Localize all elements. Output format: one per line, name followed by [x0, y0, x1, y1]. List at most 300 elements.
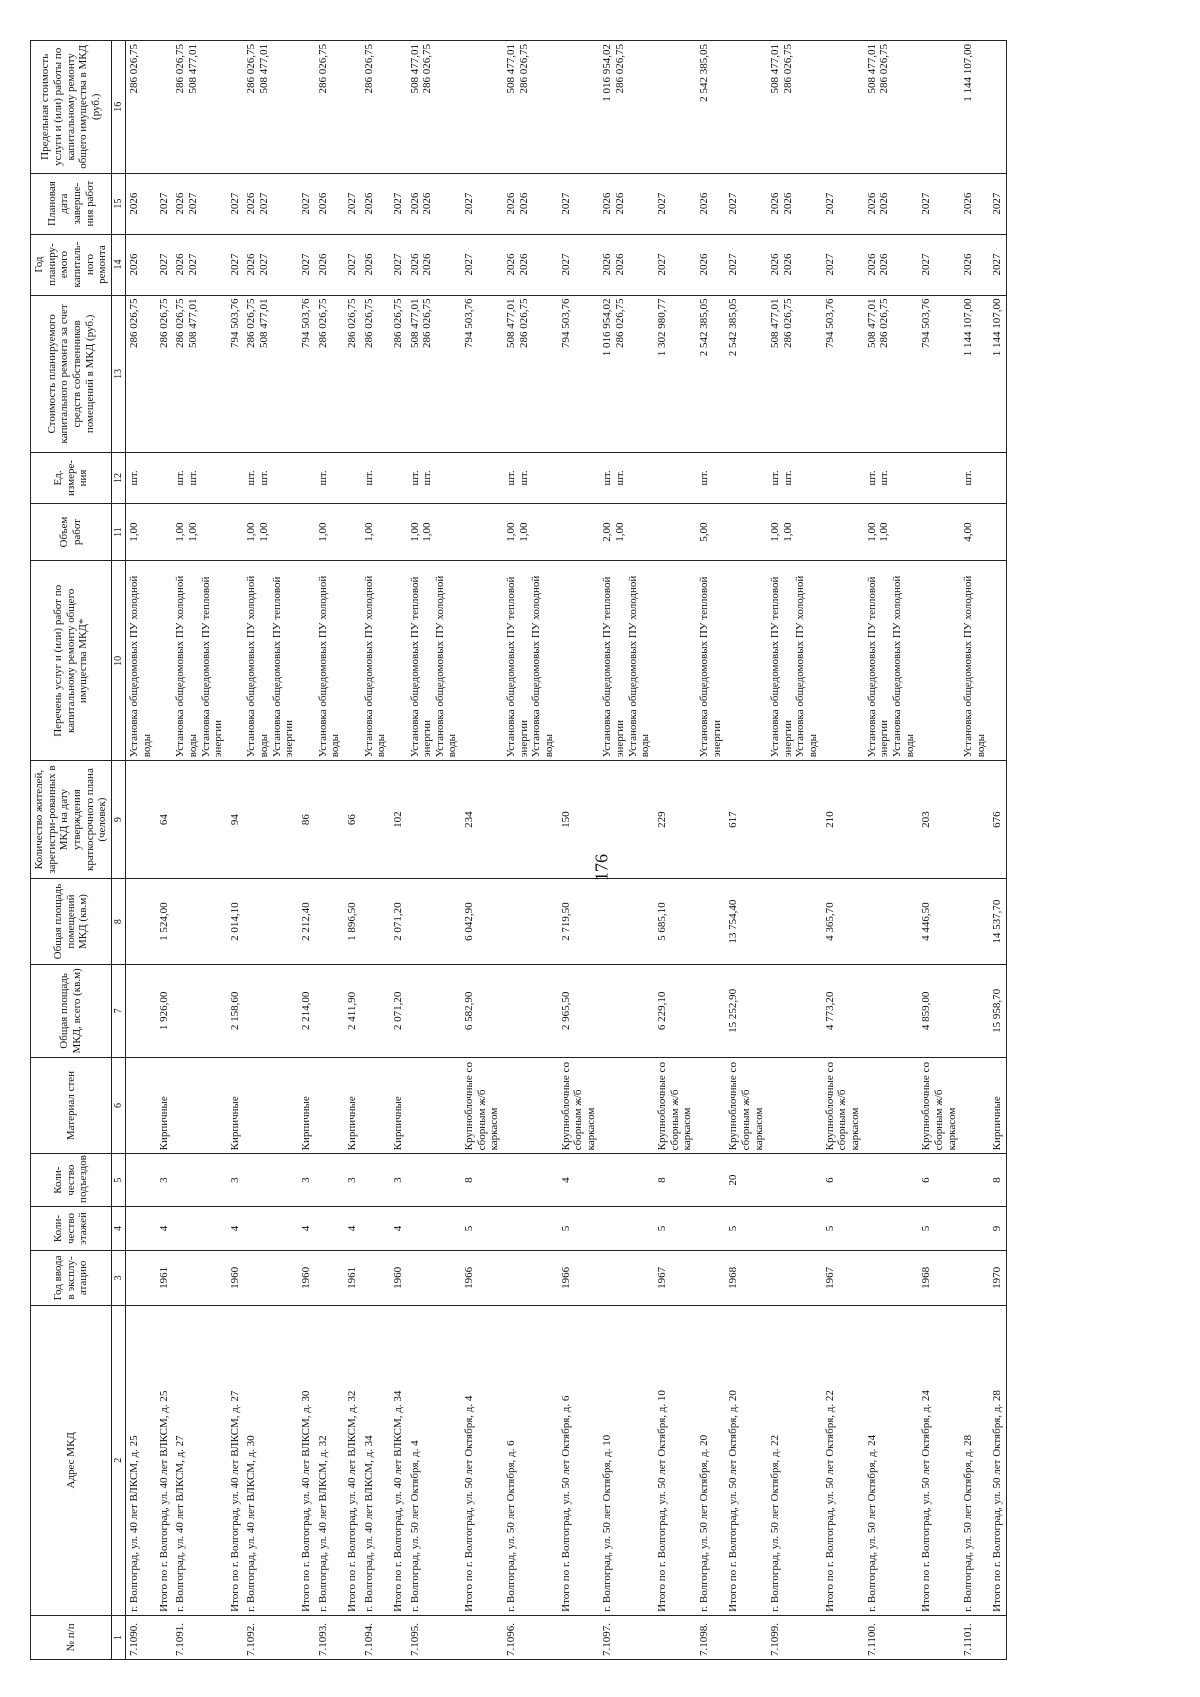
cell-max-cost-line: 1 016 954,02: [601, 44, 614, 102]
cell-entrances: [599, 1154, 654, 1207]
cell-plan-year-line: 2027: [300, 253, 313, 276]
cell-end-date: [243, 173, 298, 234]
cell-plan-year: [864, 234, 919, 295]
cell-number: 7.1099.: [767, 1615, 822, 1659]
cell-cost: [407, 295, 462, 453]
cell-area-total: 1 926,00: [156, 965, 173, 1058]
cell-cost: [361, 295, 390, 453]
cell-end-date: [461, 173, 503, 234]
cell-cost: [599, 295, 654, 453]
cell-residents: 66: [344, 761, 361, 879]
cell-volume-line: 1,00: [421, 522, 434, 542]
cell-max-cost-line: 286 026,75: [421, 44, 434, 94]
cell-works: [696, 561, 725, 761]
cell-plan-year: [599, 234, 654, 295]
cell-max-cost: [503, 41, 558, 174]
cell-max-cost: [461, 41, 503, 174]
cell-unit-line: шт.: [614, 470, 627, 486]
cell-cost: [558, 295, 600, 453]
cell-area-rooms: 4 446,50: [918, 878, 960, 964]
cell-end-date-line: 2027: [345, 192, 358, 215]
cell-end-date-line: 2026: [505, 192, 517, 215]
cell-year: [503, 1251, 558, 1306]
cell-cost: [461, 295, 503, 453]
cell-end-date: [725, 173, 767, 234]
table-row: [407, 41, 462, 1660]
table-row: [599, 41, 654, 1660]
cell-wall-material: [864, 1057, 919, 1154]
cell-cost-line: 508 477,01: [505, 298, 517, 349]
cell-works-line: Установка общедомовых ПУ тепловой энергии: [505, 576, 530, 758]
cell-volume: [918, 503, 960, 561]
cell-year: 1960: [227, 1251, 244, 1306]
cell-end-date-line: 2026: [245, 192, 258, 215]
cell-wall-material: [407, 1057, 462, 1154]
col-header: Год ввода в эксплу-атацию: [31, 1251, 112, 1306]
cell-residents: [696, 761, 725, 879]
cell-year: 1967: [822, 1251, 864, 1306]
cell-number: 7.1097.: [599, 1615, 654, 1659]
cell-unit: [344, 453, 361, 503]
cell-volume-line: 1,00: [186, 522, 199, 542]
cell-area-rooms: [864, 878, 919, 964]
cell-unit-line: шт.: [505, 470, 517, 486]
cell-address: Итого по г. Волгоград, ул. 40 лет ВЛКСМ, д. 34: [390, 1305, 407, 1615]
cell-residents: [243, 761, 298, 879]
cell-max-cost-line: 508 477,01: [505, 44, 517, 94]
cell-volume: [503, 503, 558, 561]
cell-works: [822, 561, 864, 761]
cell-end-date: [172, 173, 227, 234]
cell-unit: [558, 453, 600, 503]
cell-entrances: 8: [989, 1154, 1006, 1207]
cell-entrances: [696, 1154, 725, 1207]
cell-works-line: Установка общедомовых ПУ холодной воды: [128, 575, 153, 758]
cell-address: Итого по г. Волгоград, ул. 40 лет ВЛКСМ, д. 30: [298, 1305, 315, 1615]
cell-cost: [822, 295, 864, 453]
cell-year: [172, 1251, 227, 1306]
cell-wall-material: [599, 1057, 654, 1154]
cell-max-cost-line: 286 026,75: [614, 44, 627, 94]
cell-unit-line: шт.: [316, 470, 329, 486]
cell-volume-line: 1,00: [769, 522, 782, 542]
cell-end-date: [315, 173, 344, 234]
cell-plan-year: [558, 234, 600, 295]
cell-residents: 210: [822, 761, 864, 879]
cell-residents: 94: [227, 761, 244, 879]
cell-end-date: [298, 173, 315, 234]
cell-residents: 676: [989, 761, 1006, 879]
cell-end-date: [126, 173, 156, 234]
cell-cost-line: 286 026,75: [878, 298, 891, 349]
cell-cost: [298, 295, 315, 453]
cell-max-cost: [298, 41, 315, 174]
cell-max-cost: [989, 41, 1006, 174]
cell-cost-line: 286 026,75: [781, 298, 794, 349]
cell-floors: 4: [298, 1206, 315, 1250]
cell-end-date: [989, 173, 1006, 234]
cell-floors: 5: [654, 1206, 696, 1250]
cell-end-date-line: 2026: [174, 192, 187, 215]
cell-end-date: [767, 173, 822, 234]
cell-max-cost-line: 508 477,01: [408, 44, 421, 94]
cell-unit: [461, 453, 503, 503]
cell-volume-line: 4,00: [962, 522, 975, 542]
cell-cost: [918, 295, 960, 453]
cell-plan-year: [503, 234, 558, 295]
cell-plan-year-line: 2027: [991, 253, 1004, 276]
cell-residents: [503, 761, 558, 879]
cell-year: [361, 1251, 390, 1306]
cell-number: [156, 1615, 173, 1659]
cell-cost-line: 286 026,75: [316, 298, 329, 349]
cell-area-rooms: 6 042,90: [461, 878, 503, 964]
cell-works: [767, 561, 822, 761]
cell-floors: [172, 1206, 227, 1250]
cell-volume: [126, 503, 156, 561]
cell-entrances: 6: [918, 1154, 960, 1207]
cell-area-total: [172, 965, 227, 1058]
cell-cost-line: 286 026,75: [174, 298, 187, 349]
cell-area-rooms: [503, 878, 558, 964]
document-table-rotated: [30, 40, 1170, 1660]
cell-address: Итого по г. Волгоград, ул. 40 лет ВЛКСМ, д. 25: [156, 1305, 173, 1615]
cell-residents: 86: [298, 761, 315, 879]
cell-entrances: 4: [558, 1154, 600, 1207]
table-row-total: [558, 41, 600, 1660]
table-row-total: [156, 41, 173, 1660]
col-header: Перечень услуг и (или) работ по капитальному ремонту общего имущества МКД*: [31, 561, 112, 761]
cell-end-date-line: 2027: [559, 192, 572, 215]
cell-area-rooms: 2 014,10: [227, 878, 244, 964]
cell-plan-year-line: 2027: [823, 253, 836, 276]
cell-cost: [315, 295, 344, 453]
cell-unit-line: шт.: [769, 470, 782, 486]
col-header: Предельная стоимость услуги и (или) работы по капитальному ремонту общего имущества в МКД (руб.): [31, 41, 112, 174]
cell-unit: [864, 453, 919, 503]
cell-cost: [864, 295, 919, 453]
cell-unit-line: шт.: [962, 470, 975, 486]
cell-residents: [960, 761, 989, 879]
cell-max-cost: [822, 41, 864, 174]
cell-max-cost: [960, 41, 989, 174]
cell-cost-line: 508 477,01: [769, 298, 782, 349]
cell-max-cost: [126, 41, 156, 174]
cell-unit: [960, 453, 989, 503]
cell-year: [599, 1251, 654, 1306]
cell-plan-year: [960, 234, 989, 295]
cell-plan-year-line: 2026: [362, 253, 375, 276]
cell-volume-line: 1,00: [128, 522, 141, 542]
cell-wall-material: Крупноблочные со сборным ж/б каркасом: [461, 1057, 503, 1154]
cell-volume-line: 5,00: [697, 522, 710, 542]
cell-wall-material: Крупноблочные со сборным ж/б каркасом: [654, 1057, 696, 1154]
cell-end-date-line: 2027: [656, 192, 669, 215]
cell-unit-line: шт.: [186, 470, 199, 486]
cell-max-cost: [918, 41, 960, 174]
cell-year: 1961: [344, 1251, 361, 1306]
cell-residents: 150: [558, 761, 600, 879]
cell-works-line: Установка общедомовых ПУ тепловой энергии: [601, 576, 627, 758]
table-row: [503, 41, 558, 1660]
cell-year: [407, 1251, 462, 1306]
col-number: 15: [111, 173, 126, 234]
cell-wall-material: [503, 1057, 558, 1154]
cell-cost: [172, 295, 227, 453]
cell-max-cost: [654, 41, 696, 174]
cell-address: Итого по г. Волгоград, ул. 50 лет Октября, д. 6: [558, 1305, 600, 1615]
cell-cost-line: 1 016 954,02: [601, 298, 614, 357]
cell-number: 7.1095.: [407, 1615, 462, 1659]
cell-cost-line: 508 477,01: [408, 298, 421, 349]
cell-wall-material: Кирпичные: [227, 1057, 244, 1154]
cell-plan-year-line: 2027: [258, 253, 271, 276]
cell-floors: [503, 1206, 558, 1250]
cell-wall-material: Кирпичные: [298, 1057, 315, 1154]
cell-unit: [361, 453, 390, 503]
col-number: 3: [111, 1251, 126, 1306]
cell-entrances: [767, 1154, 822, 1207]
cell-address: Итого по г. Волгоград, ул. 50 лет Октября, д. 24: [918, 1305, 960, 1615]
cell-plan-year: [156, 234, 173, 295]
cell-end-date: [918, 173, 960, 234]
cell-wall-material: Кирпичные: [390, 1057, 407, 1154]
cell-max-cost: [172, 41, 227, 174]
cell-plan-year-line: 2026: [781, 253, 794, 276]
cell-wall-material: [767, 1057, 822, 1154]
cell-plan-year-line: 2026: [245, 253, 258, 276]
cell-wall-material: [361, 1057, 390, 1154]
cell-end-date-line: 2027: [300, 192, 313, 215]
cell-floors: 4: [390, 1206, 407, 1250]
cell-number: 7.1101.: [960, 1615, 989, 1659]
cell-residents: 102: [390, 761, 407, 879]
cell-works: [227, 561, 244, 761]
cell-area-total: [599, 965, 654, 1058]
cell-works-line: Установка общедомовых ПУ холодной воды: [174, 575, 199, 758]
cell-end-date-line: 2026: [781, 192, 794, 215]
cell-residents: [126, 761, 156, 879]
col-header: Стоимость планируемого капитального ремонта за счет средств собственников помещений в МКД (руб.): [31, 295, 112, 453]
cell-unit: [918, 453, 960, 503]
cell-year: 1968: [918, 1251, 960, 1306]
cell-entrances: [864, 1154, 919, 1207]
cell-plan-year: [767, 234, 822, 295]
col-header: Ед. измере-ния: [31, 453, 112, 503]
cell-area-rooms: [172, 878, 227, 964]
cell-end-date-line: 2027: [391, 192, 404, 215]
cell-works: [599, 561, 654, 761]
table-row: [361, 41, 390, 1660]
cell-unit-line: шт.: [517, 470, 530, 486]
cell-year: 1960: [390, 1251, 407, 1306]
cell-wall-material: Крупноблочные со сборным ж/б каркасом: [918, 1057, 960, 1154]
cell-address: г. Волгоград, ул. 50 лет Октября, д. 10: [599, 1305, 654, 1615]
cell-max-cost: [344, 41, 361, 174]
col-number: 6: [111, 1057, 126, 1154]
cell-floors: [407, 1206, 462, 1250]
cell-floors: [315, 1206, 344, 1250]
cell-volume-line: 2,00: [601, 522, 614, 542]
cell-cost: [126, 295, 156, 453]
cell-floors: 5: [461, 1206, 503, 1250]
table-row-total: [344, 41, 361, 1660]
cell-max-cost: [725, 41, 767, 174]
cell-max-cost-line: 286 026,75: [878, 44, 891, 94]
cell-area-total: [407, 965, 462, 1058]
table-row: [864, 41, 919, 1660]
cell-cost: [390, 295, 407, 453]
cell-works: [864, 561, 919, 761]
cell-volume: [227, 503, 244, 561]
cell-cost-line: 286 026,75: [245, 298, 258, 349]
cell-volume: [558, 503, 600, 561]
cell-floors: [126, 1206, 156, 1250]
cell-cost-line: 794 503,76: [559, 298, 572, 349]
cell-area-rooms: [126, 878, 156, 964]
cell-year: 1960: [298, 1251, 315, 1306]
cell-number: [558, 1615, 600, 1659]
cell-address: г. Волгоград, ул. 40 лет ВЛКСМ, д. 27: [172, 1305, 227, 1615]
col-header: Коли-чество этажей: [31, 1206, 112, 1250]
cell-plan-year-line: 2027: [727, 253, 740, 276]
cell-volume-line: 1,00: [258, 522, 271, 542]
cell-plan-year-line: 2026: [517, 253, 530, 276]
table-row: [696, 41, 725, 1660]
cell-works-line: Установка общедомовых ПУ тепловой энергии: [769, 576, 794, 758]
cell-works-line: Установка общедомовых ПУ тепловой энергии: [865, 576, 891, 758]
cell-year: [126, 1251, 156, 1306]
cell-plan-year-line: 2026: [316, 253, 329, 276]
cell-cost-line: 794 503,76: [300, 298, 313, 349]
cell-floors: [696, 1206, 725, 1250]
cell-volume-line: 1,00: [245, 522, 258, 542]
cell-volume: [344, 503, 361, 561]
cell-plan-year: [725, 234, 767, 295]
col-number: 1: [111, 1615, 126, 1659]
cell-cost-line: 286 026,75: [157, 298, 170, 349]
cell-number: 7.1093.: [315, 1615, 344, 1659]
repair-plan-table: [30, 40, 1007, 1660]
cell-area-total: 15 958,70: [989, 965, 1006, 1058]
cell-cost-line: 286 026,75: [391, 298, 404, 349]
cell-floors: 9: [989, 1206, 1006, 1250]
cell-area-rooms: 1 524,00: [156, 878, 173, 964]
col-header: Коли-чество подъездов: [31, 1154, 112, 1207]
cell-works: [243, 561, 298, 761]
cell-year: 1970: [989, 1251, 1006, 1306]
cell-number: [227, 1615, 244, 1659]
cell-end-date: [599, 173, 654, 234]
cell-cost-line: 2 542 385,05: [697, 298, 710, 357]
cell-plan-year-line: 2026: [769, 253, 782, 276]
cell-works-line: Установка общедомовых ПУ холодной воды: [962, 575, 987, 758]
page-number: 176: [591, 854, 612, 881]
cell-area-rooms: [767, 878, 822, 964]
cell-area-rooms: 14 537,70: [989, 878, 1006, 964]
cell-cost: [344, 295, 361, 453]
cell-volume: [822, 503, 864, 561]
cell-volume: [315, 503, 344, 561]
cell-works-line: Установка общедомовых ПУ тепловой энергии: [408, 576, 434, 758]
cell-unit: [725, 453, 767, 503]
cell-unit: [298, 453, 315, 503]
cell-max-cost: [558, 41, 600, 174]
cell-volume: [361, 503, 390, 561]
cell-wall-material: Крупноблочные со сборным ж/б каркасом: [822, 1057, 864, 1154]
cell-year: [243, 1251, 298, 1306]
cell-area-total: [696, 965, 725, 1058]
cell-floors: 5: [918, 1206, 960, 1250]
cell-volume: [864, 503, 919, 561]
cell-unit-line: шт.: [245, 470, 258, 486]
cell-wall-material: Кирпичные: [989, 1057, 1006, 1154]
cell-number: [989, 1615, 1006, 1659]
cell-floors: [243, 1206, 298, 1250]
cell-area-total: 4 773,20: [822, 965, 864, 1058]
cell-year: [864, 1251, 919, 1306]
cell-unit: [390, 453, 407, 503]
cell-address: г. Волгоград, ул. 50 лет Октября, д. 28: [960, 1305, 989, 1615]
cell-plan-year-line: 2026: [421, 253, 434, 276]
table-body: [126, 41, 1007, 1660]
cell-entrances: 20: [725, 1154, 767, 1207]
cell-end-date-line: 2027: [920, 192, 933, 215]
cell-unit-line: шт.: [781, 470, 794, 486]
cell-address: г. Волгоград, ул. 50 лет Октября, д. 22: [767, 1305, 822, 1615]
cell-area-rooms: 2 212,40: [298, 878, 315, 964]
cell-cost-line: 1 144 107,00: [991, 298, 1004, 357]
cell-address: Итого по г. Волгоград, ул. 40 лет ВЛКСМ, д. 32: [344, 1305, 361, 1615]
cell-plan-year-line: 2026: [865, 253, 878, 276]
cell-area-total: [361, 965, 390, 1058]
cell-plan-year-line: 2026: [408, 253, 421, 276]
cell-end-date-line: 2027: [258, 192, 271, 215]
col-number: 8: [111, 878, 126, 964]
cell-plan-year-line: 2026: [878, 253, 891, 276]
cell-wall-material: [315, 1057, 344, 1154]
cell-unit: [599, 453, 654, 503]
cell-max-cost-line: 2 542 385,05: [697, 44, 710, 102]
cell-max-cost: [390, 41, 407, 174]
cell-end-date: [558, 173, 600, 234]
cell-end-date-line: 2026: [316, 192, 329, 215]
table-row: [126, 41, 156, 1660]
cell-end-date: [361, 173, 390, 234]
cell-address: Итого по г. Волгоград, ул. 50 лет Октября, д. 4: [461, 1305, 503, 1615]
cell-entrances: 6: [822, 1154, 864, 1207]
cell-plan-year-line: 2027: [559, 253, 572, 276]
table-row-total: [298, 41, 315, 1660]
cell-number: [344, 1615, 361, 1659]
cell-cost: [725, 295, 767, 453]
cell-area-rooms: [960, 878, 989, 964]
cell-entrances: [407, 1154, 462, 1207]
cell-unit-line: шт.: [128, 470, 141, 486]
cell-number: 7.1091.: [172, 1615, 227, 1659]
cell-max-cost-line: 286 026,75: [781, 44, 794, 94]
cell-end-date-line: 2027: [991, 192, 1004, 215]
cell-residents: [767, 761, 822, 879]
cell-area-total: 2 965,50: [558, 965, 600, 1058]
cell-end-date-line: 2027: [157, 192, 170, 215]
col-header: Общая площадь помещений МКД (кв.м): [31, 878, 112, 964]
table-row-total: [390, 41, 407, 1660]
cell-end-date-line: 2026: [408, 192, 421, 215]
cell-cost-line: 286 026,75: [421, 298, 434, 349]
table-row-total: [227, 41, 244, 1660]
cell-max-cost: [227, 41, 244, 174]
